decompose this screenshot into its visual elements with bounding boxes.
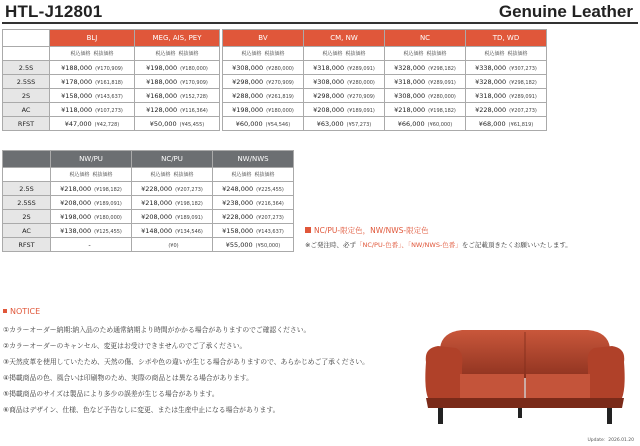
price-cell: (¥0) <box>132 238 213 252</box>
price-cell: ¥298,000 (¥270,909) <box>223 75 304 89</box>
table-row <box>3 103 220 117</box>
model-label: 2.5S <box>3 61 50 75</box>
color-column-header: NW/PU <box>51 151 132 168</box>
price-cell: ¥118,000 (¥107,273) <box>50 103 135 117</box>
price-cell: ¥308,000 (¥280,000) <box>223 61 304 75</box>
model-label: 2S <box>3 89 50 103</box>
notice-item: ⑤掲載商品のサイズは製品により多少の誤差が生じる場合があります。 <box>3 390 219 398</box>
update-date: Update：2026.01.20 <box>587 438 634 443</box>
price-cell: ¥328,000 (¥298,182) <box>466 75 547 89</box>
price-cell: ¥248,000 (¥225,455) <box>213 182 294 196</box>
model-label: 2.5S <box>3 182 51 196</box>
price-cell: ¥318,000 (¥289,091) <box>304 61 385 75</box>
color-column-header: CM, NW <box>304 30 385 47</box>
price-cell: ¥198,000 (¥180,000) <box>135 61 220 75</box>
price-cell: ¥63,000 (¥57,273) <box>304 117 385 131</box>
model-label: RFST <box>3 117 50 131</box>
table-row <box>3 89 220 103</box>
price-subheader: 税込価格 税抜価格 <box>466 47 547 61</box>
table-row <box>3 75 220 89</box>
color-column-header: NC/PU <box>132 151 213 168</box>
price-cell: ¥308,000 (¥280,000) <box>385 89 466 103</box>
price-cell: ¥178,000 (¥161,818) <box>50 75 135 89</box>
price-cell: ¥208,000 (¥189,091) <box>304 103 385 117</box>
price-cell: ¥66,000 (¥60,000) <box>385 117 466 131</box>
price-cell: ¥308,000 (¥280,000) <box>304 75 385 89</box>
color-column-header: MEG, AIS, PEY <box>135 30 220 47</box>
price-cell: ¥338,000 (¥307,273) <box>466 61 547 75</box>
price-cell: ¥218,000 (¥198,182) <box>385 103 466 117</box>
sofa-image <box>418 318 632 430</box>
model-label: AC <box>3 103 50 117</box>
table-row <box>223 117 547 131</box>
price-cell: ¥50,000 (¥45,455) <box>135 117 220 131</box>
price-cell: ¥188,000 (¥170,909) <box>50 61 135 75</box>
table-row <box>223 103 547 117</box>
table-row <box>3 210 294 224</box>
order-note: ※ご発注時、必ず「NC/PU-色番」、「NW/NWS-色番」をご記載頂きたくお願いいたします。 <box>305 241 572 249</box>
price-cell: ¥208,000 (¥189,091) <box>132 210 213 224</box>
notice-heading: NOTICE <box>3 307 40 316</box>
price-subheader: 税込価格 税抜価格 <box>51 168 132 182</box>
price-cell: ¥188,000 (¥170,909) <box>135 75 220 89</box>
notice-item: ①カラーオーダー納期:納入品のため通常納期より時間がかかる場合がありますのでご確認ください。 <box>3 326 311 334</box>
table-row <box>223 61 547 75</box>
notice-item: ⑥商品はデザイン、仕様、色など予告なしに変更、または生産中止になる場合があります。 <box>3 406 280 414</box>
color-column-header: TD, WD <box>466 30 547 47</box>
price-cell: ¥218,000 (¥198,182) <box>132 196 213 210</box>
legend-marker-icon <box>305 227 311 233</box>
notice-item: ③天然皮革を使用していたため、天然の傷、シボや色の違いが生じる場合がありますので、あらかじめご了承ください。 <box>3 358 369 366</box>
model-label: 2.5SS <box>3 196 51 210</box>
price-cell: ¥328,000 (¥298,182) <box>385 61 466 75</box>
price-subheader: 税込価格 税抜価格 <box>132 168 213 182</box>
price-cell: ¥68,000 (¥61,819) <box>466 117 547 131</box>
model-label: 2S <box>3 210 51 224</box>
price-cell: ¥288,000 (¥261,819) <box>223 89 304 103</box>
price-cell: ¥228,000 (¥207,273) <box>213 210 294 224</box>
price-cell: ¥318,000 (¥289,091) <box>385 75 466 89</box>
price-cell: ¥298,000 (¥270,909) <box>304 89 385 103</box>
table-row <box>3 117 220 131</box>
price-table-2 <box>222 29 547 131</box>
table-row <box>3 224 294 238</box>
notice-marker-icon <box>3 309 7 313</box>
limited-color-legend: NC/PU-限定色，NW/NWS-限定色 <box>305 225 429 236</box>
table-row <box>223 89 547 103</box>
price-subheader: 税込価格 税抜価格 <box>385 47 466 61</box>
model-label: 2.5SS <box>3 75 50 89</box>
material-title: Genuine Leather <box>498 2 633 21</box>
price-cell: - <box>51 238 132 252</box>
price-cell: ¥218,000 (¥198,182) <box>51 182 132 196</box>
model-label: AC <box>3 224 51 238</box>
price-cell: ¥55,000 (¥50,000) <box>213 238 294 252</box>
price-cell: ¥208,000 (¥189,091) <box>51 196 132 210</box>
price-table-3 <box>2 150 294 252</box>
price-table-1 <box>2 29 220 131</box>
notice-item: ④掲載商品の色、風合いは印刷物のため、実際の商品とは異なる場合があります。 <box>3 374 253 382</box>
price-cell: ¥198,000 (¥180,000) <box>51 210 132 224</box>
color-column-header: NW/NWS <box>213 151 294 168</box>
price-subheader: 税込価格 税抜価格 <box>304 47 385 61</box>
notice-list <box>3 322 369 418</box>
price-subheader: 税込価格 税抜価格 <box>213 168 294 182</box>
page-title: HTL-J12801 <box>5 2 103 21</box>
price-subheader: 税込価格 税抜価格 <box>50 47 135 61</box>
price-cell: ¥60,000 (¥54,546) <box>223 117 304 131</box>
price-cell: ¥158,000 (¥143,637) <box>50 89 135 103</box>
price-cell: ¥198,000 (¥180,000) <box>223 103 304 117</box>
table-row <box>223 75 547 89</box>
color-column-header: BV <box>223 30 304 47</box>
price-cell: ¥228,000 (¥207,273) <box>466 103 547 117</box>
price-cell: ¥47,000 (¥42,728) <box>50 117 135 131</box>
price-cell: ¥168,000 (¥152,728) <box>135 89 220 103</box>
notice-item: ②カラーオーダーのキャンセル、変更はお受けできませんのでご了承ください。 <box>3 342 247 350</box>
price-cell: ¥138,000 (¥125,455) <box>51 224 132 238</box>
price-cell: ¥158,000 (¥143,637) <box>213 224 294 238</box>
table-row <box>3 61 220 75</box>
price-subheader: 税込価格 税抜価格 <box>135 47 220 61</box>
header-divider <box>2 22 638 24</box>
table-row <box>3 196 294 210</box>
table-row <box>3 182 294 196</box>
price-cell: ¥228,000 (¥207,273) <box>132 182 213 196</box>
price-subheader: 税込価格 税抜価格 <box>223 47 304 61</box>
price-cell: ¥318,000 (¥289,091) <box>466 89 547 103</box>
color-column-header: BLJ <box>50 30 135 47</box>
price-cell: ¥148,000 (¥134,546) <box>132 224 213 238</box>
color-column-header: NC <box>385 30 466 47</box>
table-row <box>3 238 294 252</box>
price-cell: ¥238,000 (¥216,364) <box>213 196 294 210</box>
model-label: RFST <box>3 238 51 252</box>
price-cell: ¥128,000 (¥116,364) <box>135 103 220 117</box>
